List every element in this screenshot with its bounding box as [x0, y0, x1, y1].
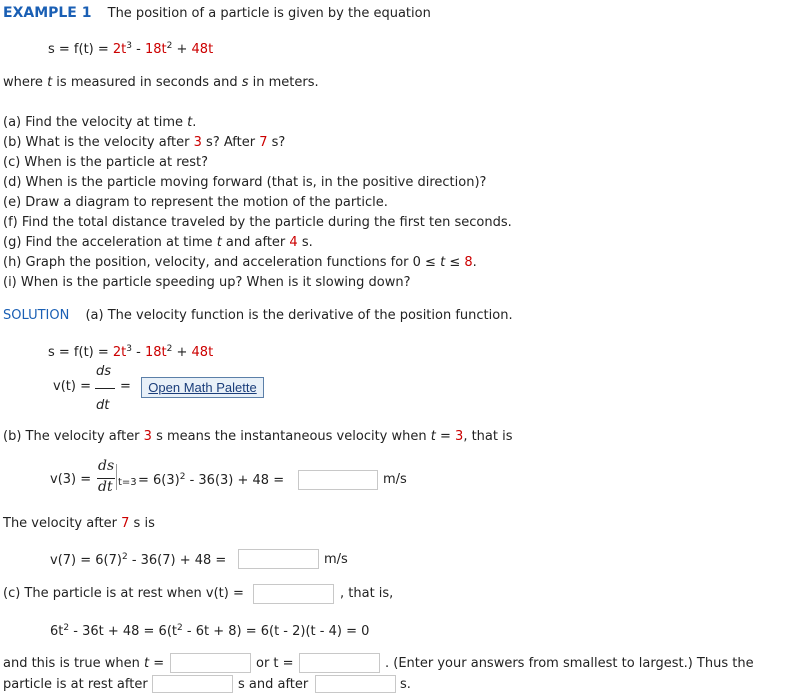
- solution-label: SOLUTION: [3, 308, 70, 323]
- text: is measured in seconds and: [52, 75, 242, 90]
- v-of-t: v(t): [53, 379, 76, 394]
- position-equation: [48, 41, 213, 57]
- text: s?: [267, 135, 286, 150]
- rest-time-second-input[interactable]: [315, 675, 396, 693]
- that-is-text: , that is,: [340, 586, 394, 601]
- text: (b) What is the velocity after: [3, 135, 194, 150]
- plus-sign: +: [172, 345, 192, 360]
- t-first-input[interactable]: [170, 653, 251, 673]
- text: - 36(7) + 48 =: [127, 553, 227, 568]
- text: s is: [129, 516, 155, 531]
- number: 7: [121, 516, 130, 531]
- exponent: 2: [166, 41, 173, 51]
- solution-a-text: (a) The velocity function is the derivative of the position function.: [85, 308, 513, 323]
- number: 3: [143, 429, 152, 444]
- text: - 36(3) + 48 =: [185, 473, 285, 488]
- true-when-text: [3, 656, 164, 671]
- v7-answer-input[interactable]: [238, 549, 319, 569]
- var-t: t: [47, 75, 53, 90]
- text: (a) Find the velocity at time: [3, 115, 188, 130]
- text: ≤: [445, 255, 465, 270]
- question-d: (d) When is the particle moving forward (that is, in the positive direction)?: [3, 175, 487, 190]
- solution-c-text: (c) The particle is at rest when v(t) =: [3, 586, 244, 601]
- text: s means the instantaneous velocity when: [151, 429, 431, 444]
- var-t: t: [440, 255, 446, 270]
- text: The velocity after: [3, 516, 122, 531]
- exponent: 2: [121, 552, 128, 562]
- solution-b-text: [3, 429, 513, 444]
- exponent: 2: [63, 623, 70, 633]
- position-equation-repeat: [48, 344, 213, 360]
- and-after-text: s and after: [238, 677, 309, 692]
- exponent: 2: [177, 623, 183, 633]
- after-7-text: [3, 516, 155, 531]
- v7-expression: [50, 552, 226, 568]
- equation-lhs: s = f(t) =: [48, 42, 113, 57]
- text: s.: [297, 235, 313, 250]
- v3-lhs: v(3) =: [50, 472, 92, 487]
- equation-lhs: s = f(t) =: [48, 345, 113, 360]
- text: .: [192, 115, 197, 130]
- fraction-bar: [95, 388, 115, 389]
- text: .: [472, 255, 477, 270]
- coef-2t: 2t: [112, 42, 127, 57]
- text: - 36t + 48 = 6(t: [69, 624, 178, 639]
- question-a: [3, 115, 196, 130]
- ds-numerator: ds: [96, 364, 112, 379]
- question-f: (f) Find the total distance traveled by the particle during the first ten seconds.: [3, 215, 512, 230]
- coef-48t: 48t: [191, 345, 214, 360]
- equals-sign: =: [75, 379, 91, 394]
- v3-answer-input[interactable]: [298, 470, 378, 490]
- number: 8: [464, 255, 473, 270]
- number: 7: [259, 135, 268, 150]
- dt-denominator: dt: [98, 479, 113, 495]
- question-i: (i) When is the particle speeding up? When is it slowing down?: [3, 275, 411, 290]
- factored-equation: [50, 623, 369, 639]
- seconds-unit: s.: [400, 677, 411, 692]
- example-header: [3, 5, 431, 21]
- text: where: [3, 75, 48, 90]
- exponent: 3: [126, 344, 133, 354]
- text: = 6(3): [138, 473, 180, 488]
- t-second-input[interactable]: [299, 653, 380, 673]
- question-b: [3, 135, 285, 150]
- v3-unit: m/s: [383, 472, 407, 487]
- var-t: t: [187, 115, 193, 130]
- number: 3: [193, 135, 202, 150]
- coef-48t: 48t: [191, 42, 214, 57]
- text: (h) Graph the position, velocity, and acceleration functions for 0 ≤: [3, 255, 441, 270]
- text: =: [149, 656, 165, 671]
- question-g: [3, 235, 313, 250]
- minus-sign: -: [132, 345, 145, 360]
- or-t-text: or t =: [256, 656, 294, 671]
- question-e: (e) Draw a diagram to represent the motion of the particle.: [3, 195, 388, 210]
- plus-sign: +: [172, 42, 192, 57]
- exponent: 2: [179, 472, 186, 482]
- coef-18t: 18t: [144, 345, 167, 360]
- ds-numerator: ds: [98, 458, 115, 474]
- example-label: EXAMPLE 1: [3, 5, 92, 21]
- text: (g) Find the acceleration at time: [3, 235, 217, 250]
- equals-sign: =: [120, 379, 131, 394]
- text: =: [435, 429, 456, 444]
- eval-subscript: t=3: [118, 477, 137, 488]
- minus-sign: -: [132, 42, 145, 57]
- var-t: t: [430, 429, 436, 444]
- exponent: 3: [126, 41, 133, 51]
- dt-denominator: dt: [96, 398, 110, 413]
- text: 6t: [50, 624, 64, 639]
- number: 4: [289, 235, 298, 250]
- question-h: [3, 255, 477, 270]
- text: - 6t + 8) = 6(t - 2)(t - 4) = 0: [182, 624, 370, 639]
- text: in meters.: [248, 75, 319, 90]
- var-s: s: [241, 75, 249, 90]
- text: s? After: [201, 135, 260, 150]
- text: and after: [221, 235, 290, 250]
- text: , that is: [463, 429, 513, 444]
- coef-18t: 18t: [144, 42, 167, 57]
- text: (b) The velocity after: [3, 429, 144, 444]
- intro-text: The position of a particle is given by the equation: [107, 6, 431, 21]
- v3-rhs: [138, 472, 284, 488]
- coef-2t: 2t: [112, 345, 127, 360]
- question-c: (c) When is the particle at rest?: [3, 155, 209, 170]
- velocity-lhs: [53, 379, 91, 394]
- units-sentence: [3, 75, 319, 90]
- enter-note: . (Enter your answers from smallest to largest.) Thus the: [385, 656, 754, 671]
- text: v(7) = 6(7): [50, 553, 122, 568]
- var-t: t: [144, 656, 150, 671]
- evaluation-bar: [116, 464, 117, 490]
- rest-time-first-input[interactable]: [152, 675, 233, 693]
- exponent: 2: [166, 344, 173, 354]
- rest-after-text: particle is at rest after: [3, 677, 148, 692]
- var-t: t: [216, 235, 222, 250]
- text: and this is true when: [3, 656, 145, 671]
- rest-condition-input[interactable]: [253, 584, 334, 604]
- number: 3: [455, 429, 464, 444]
- v7-unit: m/s: [324, 552, 348, 567]
- open-math-palette-button[interactable]: Open Math Palette: [141, 377, 264, 398]
- solution-header: [3, 308, 513, 323]
